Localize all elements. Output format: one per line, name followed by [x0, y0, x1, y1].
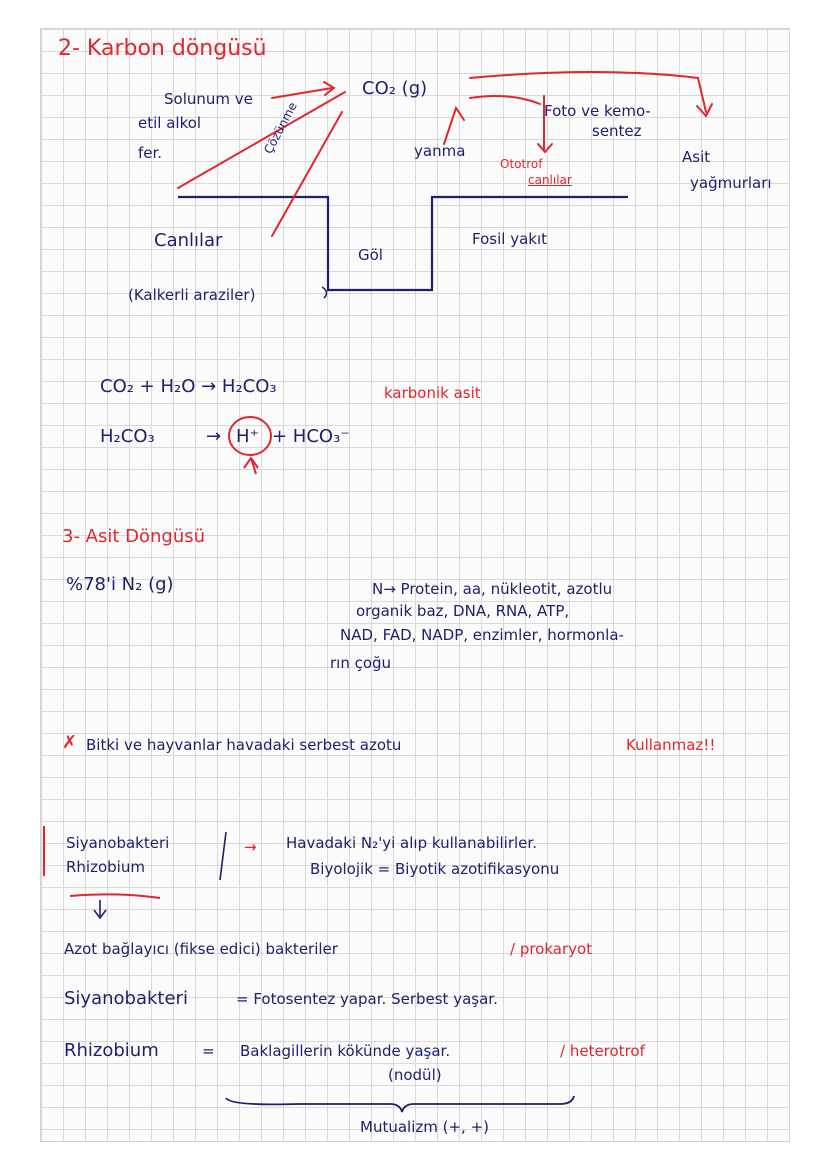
bacteria-name-2: Rhizobium [66, 858, 145, 876]
heterotroph-label: / heterotrof [560, 1042, 645, 1060]
down-arrow [94, 900, 106, 918]
nitrogen-line-1: N→ Protein, aa, nükleotit, azotlu [372, 580, 613, 598]
combustion-arrow [444, 108, 464, 144]
prokaryote-label: / prokaryot [510, 940, 593, 958]
nodule-label: (nodül) [388, 1066, 442, 1084]
respiration-head-line [272, 88, 332, 98]
nitrogen-fixers: Azot bağlayıcı (fikse edici) bakteriler [64, 940, 338, 958]
rhizobium-label: Rhizobium [64, 1040, 159, 1061]
nitrogen-use-line-2: Biyolojik = Biyotik azotifikasyonu [310, 860, 560, 878]
equation-2-arrow: → [206, 426, 222, 447]
nitrogen-line-2: organik baz, DNA, RNA, ATP, [356, 602, 570, 620]
equation-2-h-plus: H⁺ [236, 426, 260, 447]
nitrogen-use-line-1: Havadaki N₂'yi alıp kullanabilirler. [286, 834, 537, 852]
h-plus-arrow [244, 458, 258, 474]
warning-emphasis: Kullanmaz!! [626, 736, 716, 754]
cyanobacteria-description: = Fotosentez yapar. Serbest yaşar. [236, 990, 498, 1008]
co2-label: CO₂ (g) [362, 78, 428, 99]
nitrogen-line-4: rın çoğu [330, 654, 392, 672]
fossil-fuel-label: Fosil yakıt [472, 230, 547, 248]
lake-label: Göl [358, 246, 383, 264]
bacteria-arrow: → [244, 838, 257, 856]
mutualism-label: Mutualizm (+, +) [360, 1118, 489, 1136]
respiration-label-2: etil alkol [138, 114, 202, 132]
autotroph-label-1: Ototrof [500, 157, 543, 171]
nitrogen-line-3: NAD, FAD, NADP, enzimler, hormonla- [340, 626, 624, 644]
warning-text: Bitki ve hayvanlar havadaki serbest azotu [86, 736, 402, 754]
dissolution-label: Çözünme [261, 99, 300, 157]
photo-label-2: sentez [592, 122, 642, 140]
combustion-label: yanma [414, 142, 466, 160]
acid-rain-label-2: yağmurları [690, 174, 772, 192]
respiration-label-3: fer. [138, 144, 163, 162]
organisms-label: Canlılar [154, 230, 223, 251]
carbon-cycle-heading: 2- Karbon döngüsü [58, 36, 267, 61]
warning-mark: ✗ [62, 732, 78, 753]
nitrogen-percent: %78'i N₂ (g) [66, 574, 174, 595]
equation-2-left: H₂CO₃ [100, 426, 155, 447]
photo-label-1: Foto ve kemo- [544, 102, 651, 120]
mutualism-brace [226, 1096, 574, 1112]
acid-cycle-heading: 3- Asit Döngüsü [62, 526, 206, 547]
limestone-label: (Kalkerli araziler) [128, 286, 256, 304]
equation-1: CO₂ + H₂O → H₂CO₃ [100, 376, 277, 397]
bacteria-underline [70, 894, 160, 898]
limestone-bracket [322, 287, 327, 298]
ground-profile [178, 197, 628, 290]
bacteria-name-1: Siyanobakteri [66, 834, 170, 852]
co2-to-photo-line [470, 96, 540, 104]
cyanobacteria-label: Siyanobakteri [64, 988, 188, 1009]
right-bracket [220, 832, 226, 880]
equation-2-right: + HCO₃⁻ [272, 426, 350, 447]
acid-rain-label-1: Asit [682, 148, 711, 166]
rhizobium-equals: = [202, 1042, 215, 1060]
carbonic-acid-label: karbonik asit [384, 384, 481, 402]
autotroph-label-2: canlılar [528, 173, 572, 187]
rhizobium-description: Baklagillerin kökünde yaşar. [240, 1042, 451, 1060]
respiration-label-1: Solunum ve [164, 90, 253, 108]
